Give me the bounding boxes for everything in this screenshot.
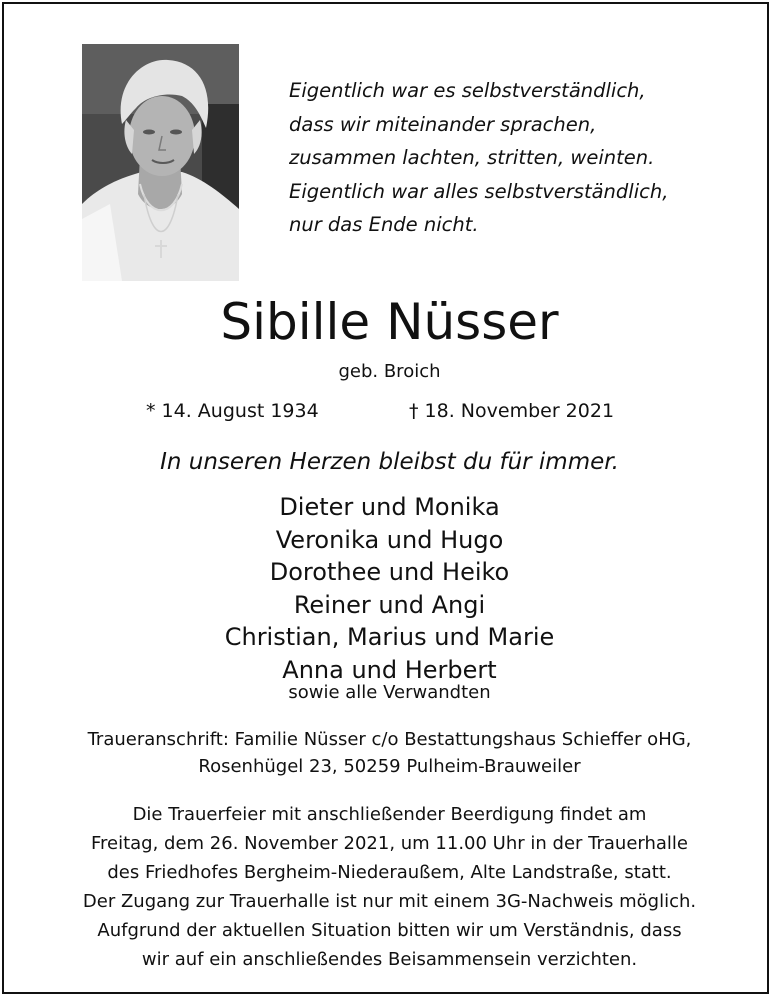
- address-line: Traueranschrift: Familie Nüsser c/o Bestattungshaus Schieffer oHG,: [87, 729, 692, 750]
- obituary-notice: [2, 2, 769, 994]
- address-line: Rosenhügel 23, 50259 Pulheim-Brauweiler: [198, 756, 581, 777]
- deceased-name: Sibille Nüsser: [220, 293, 559, 351]
- notice-line: wir auf ein anschließendes Beisammensein verzichten.: [141, 949, 638, 970]
- notice-line: Der Zugang zur Trauerhalle ist nur mit einem 3G-Nachweis möglich.: [82, 891, 697, 912]
- mourner-entry: Anna und Herbert: [282, 655, 497, 684]
- memorial-poem: [289, 74, 729, 242]
- death-date: † 18. November 2021: [409, 400, 615, 422]
- memorial-motto: In unseren Herzen bleibst du für immer.: [160, 449, 619, 475]
- maiden-name: geb. Broich: [338, 361, 441, 382]
- poem-line: Eigentlich war es selbstverständlich,: [289, 79, 646, 102]
- mourner-entry: Veronika und Hugo: [275, 525, 504, 554]
- poem-line: nur das Ende nicht.: [289, 213, 479, 236]
- poem-line: dass wir miteinander sprachen,: [289, 112, 597, 136]
- notice-line: des Friedhofes Bergheim-Niederaußem, Alte Landstraße, statt.: [107, 862, 672, 883]
- funeral-notice: [4, 800, 775, 974]
- mourner-entry: Christian, Marius und Marie: [224, 623, 555, 651]
- mourner-entry: Dorothee und Heiko: [269, 558, 510, 586]
- mourner-entry: Reiner und Angi: [293, 590, 486, 619]
- notice-line: Aufgrund der aktuellen Situation bitten wir um Verständnis, dass: [97, 920, 682, 941]
- relatives-note: sowie alle Verwandten: [288, 682, 491, 703]
- poem-line: Eigentlich war alles selbstverständlich,: [289, 179, 669, 203]
- notice-line: Die Trauerfeier mit anschließender Beerdigung findet am: [132, 804, 647, 825]
- mourning-address: [4, 726, 775, 780]
- notice-line: Freitag, dem 26. November 2021, um 11.00 Uhr in der Trauerhalle: [90, 833, 689, 854]
- portrait-photo: [82, 44, 239, 281]
- mourners-list: [4, 491, 775, 686]
- poem-line: zusammen lachten, stritten, weinten.: [289, 146, 655, 169]
- birth-date: * 14. August 1934: [146, 400, 319, 422]
- mourner-entry: Dieter und Monika: [279, 493, 500, 521]
